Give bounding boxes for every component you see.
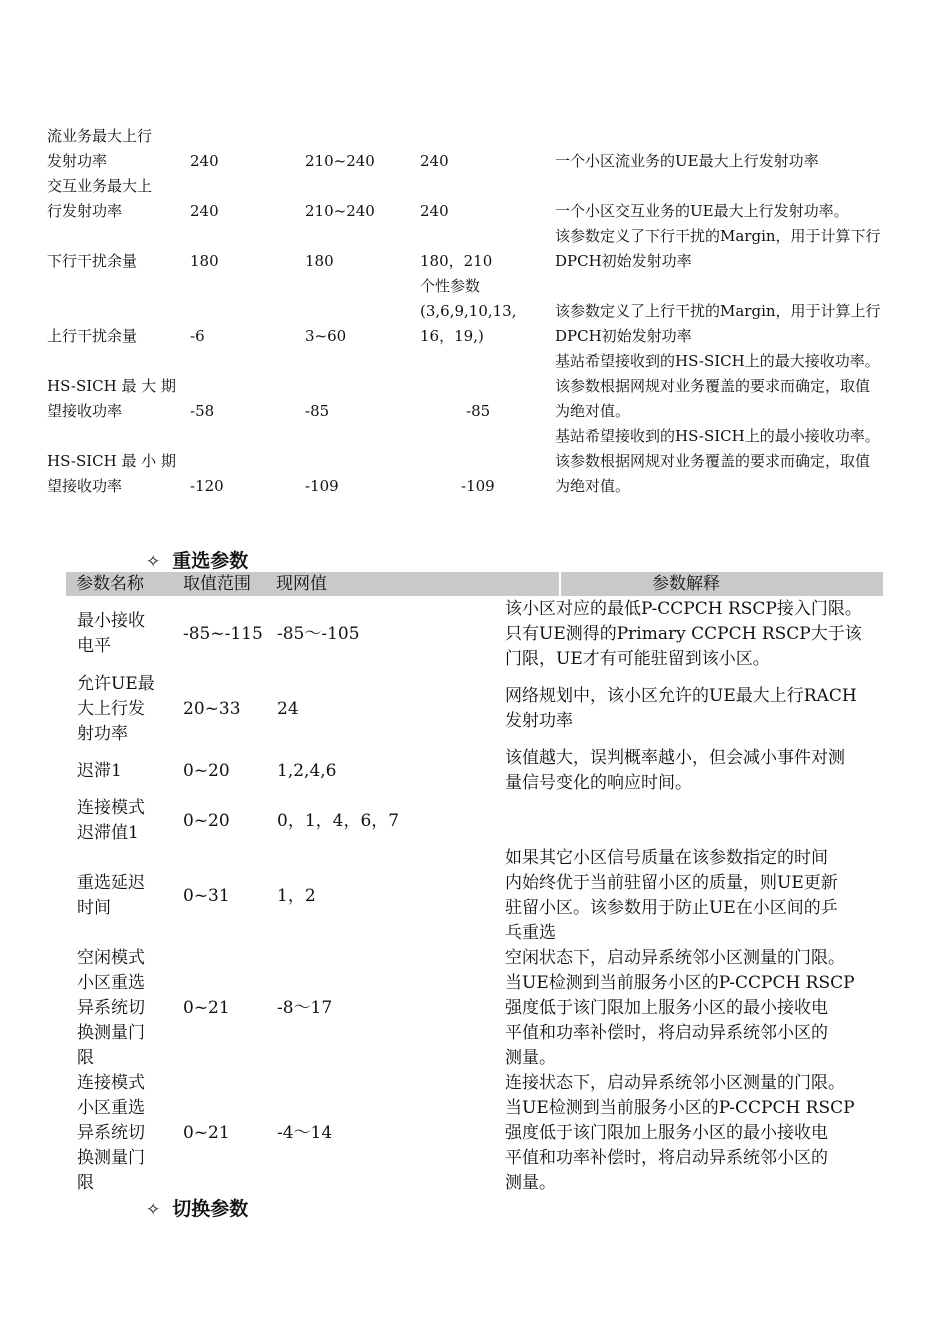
t1-row0-name-l1: 发射功率 <box>47 152 108 170</box>
t1-row4-range: -58 <box>190 402 215 420</box>
t2-row4-range: 0~31 <box>183 886 230 906</box>
t2-row6-name-l0: 连接模式 <box>77 1073 145 1093</box>
t2-row1-desc-l1: 发射功率 <box>505 711 573 731</box>
t1-row0-name-l0: 流业务最大上行 <box>47 127 153 145</box>
t2-row1-value: 24 <box>277 699 299 719</box>
section-title: 切换参数 <box>172 1198 249 1220</box>
t1-row3-span: 3~60 <box>305 327 347 345</box>
t1-row1-span: 210~240 <box>305 202 375 220</box>
t2-row5-name <box>77 946 145 1071</box>
t2-row5-name-l0: 空闲模式 <box>77 948 145 968</box>
t2-row5-desc <box>505 946 885 1071</box>
t2-row5-range: 0~21 <box>183 998 230 1018</box>
t1-row5-name-l1: 望接收功率 <box>47 477 123 495</box>
t2-row5-desc-l0: 空闲状态下，启动异系统邻小区测量的门限。 <box>505 948 845 968</box>
t2-row3-name-l1: 迟滞值1 <box>77 823 139 843</box>
t2-row5-name-l3: 换测量门 <box>77 1023 145 1043</box>
section-title: 重选参数 <box>172 550 249 572</box>
t2-row6-name-l3: 换测量门 <box>77 1148 145 1168</box>
t2-row4-desc-l1: 内始终优于当前驻留小区的质量，则UE更新 <box>505 873 838 893</box>
t2-row0-desc-l0: 该小区对应的最低P-CCPCH RSCP接入门限。 <box>505 599 862 619</box>
t2-row5-desc-l3: 平值和功率补偿时，将启动异系统邻小区的 <box>505 1023 828 1043</box>
t1-row1-name-l0: 交互业务最大上 <box>47 177 153 195</box>
t2-row4-name <box>77 871 145 921</box>
t1-row5-desc-l0: 基站希望接收到的HS-SICH上的最小接收功率。 <box>555 427 880 445</box>
t2-row4-desc <box>505 846 885 946</box>
t1-row5-desc-l2: 为绝对值。 <box>555 477 631 495</box>
t1-row0-value: 240 <box>420 152 449 170</box>
t2-row4-desc-l0: 如果其它小区信号质量在该参数指定的时间 <box>505 848 828 868</box>
t2-row4-name-l0: 重选延迟 <box>77 873 145 893</box>
t2-row4-desc-l3: 乓重选 <box>505 923 556 943</box>
t2-row2-name <box>77 759 122 784</box>
t1-row0-desc-l0: 一个小区流业务的UE最大上行发射功率 <box>555 152 819 170</box>
header-current-value: 现网值 <box>276 574 327 594</box>
t2-row5-desc-l4: 测量。 <box>505 1048 556 1068</box>
t1-row2-range: 180 <box>190 252 219 270</box>
t2-row1-range: 20~33 <box>183 699 241 719</box>
t2-row0-name <box>77 609 145 659</box>
t2-row6-name-l4: 限 <box>77 1173 94 1193</box>
t1-row3-value-l1: (3,6,9,10,13, <box>420 302 517 320</box>
t2-row6-value: -4～14 <box>277 1123 333 1143</box>
t2-row1-desc <box>505 684 885 734</box>
t1-row5-range: -120 <box>190 477 224 495</box>
t2-row5-desc-l2: 强度低于该门限加上服务小区的最小接收电 <box>505 998 828 1018</box>
t1-row3-value-l0: 个性参数 <box>420 277 481 295</box>
t2-row5-desc-l1: 当UE检测到当前服务小区的P-CCPCH RSCP <box>505 973 855 993</box>
t1-row3-desc-l1: DPCH初始发射功率 <box>555 327 692 345</box>
t2-row2-value: 1,2,4,6 <box>277 761 337 781</box>
t2-row1-desc-l0: 网络规划中，该小区允许的UE最大上行RACH <box>505 686 857 706</box>
t2-row2-range: 0~20 <box>183 761 230 781</box>
t2-row5-name-l4: 限 <box>77 1048 94 1068</box>
t1-row2-value-l0: 180，210 <box>420 252 493 270</box>
t2-row6-name-l2: 异系统切 <box>77 1123 145 1143</box>
t2-row5-name-l2: 异系统切 <box>77 998 145 1018</box>
t1-row0-range: 240 <box>190 152 219 170</box>
t2-row6-desc-l4: 测量。 <box>505 1173 556 1193</box>
t2-row6-name-l1: 小区重选 <box>77 1098 145 1118</box>
t2-row1-name <box>77 672 155 747</box>
diamond-bullet-icon: ✧ <box>146 552 161 572</box>
t2-row4-value: 1，2 <box>277 886 316 906</box>
header-divider <box>559 572 561 596</box>
t1-row1-name-l1: 行发射功率 <box>47 202 123 220</box>
t1-row4-desc-l0: 基站希望接收到的HS-SICH上的最大接收功率。 <box>555 352 880 370</box>
diamond-bullet-icon: ✧ <box>146 1200 161 1220</box>
t2-row3-range: 0~20 <box>183 811 230 831</box>
t2-row1-name-l1: 大上行发 <box>77 699 145 719</box>
t1-row0-span: 210~240 <box>305 152 375 170</box>
t1-row1-desc-l0: 一个小区交互业务的UE最大上行发射功率。 <box>555 202 849 220</box>
t2-row3-name <box>77 796 145 846</box>
t1-row1-value: 240 <box>420 202 449 220</box>
t1-row4-name-l1: 望接收功率 <box>47 402 123 420</box>
t2-row6-desc <box>505 1071 885 1196</box>
section-heading-handover <box>146 1194 248 1221</box>
t1-row3-name-l0: 上行干扰余量 <box>47 327 138 345</box>
t1-row3-range: -6 <box>190 327 205 345</box>
t1-row2-desc-l1: DPCH初始发射功率 <box>555 252 692 270</box>
t1-row4-desc-l1: 该参数根据网规对业务覆盖的要求而确定，取值 <box>555 377 871 395</box>
t2-row6-desc-l1: 当UE检测到当前服务小区的P-CCPCH RSCP <box>505 1098 855 1118</box>
t1-row5-value: -109 <box>461 477 495 495</box>
t2-row3-value: 0，1，4，6，7 <box>277 811 400 831</box>
t2-row5-name-l1: 小区重选 <box>77 973 145 993</box>
t1-row1-range: 240 <box>190 202 219 220</box>
t1-row3-desc-l0: 该参数定义了上行干扰的Margin，用于计算上行 <box>555 302 881 320</box>
t2-row2-name-l0: 迟滞1 <box>77 761 122 781</box>
t1-row5-desc-l1: 该参数根据网规对业务覆盖的要求而确定，取值 <box>555 452 871 470</box>
t1-row4-desc-l2: 为绝对值。 <box>555 402 631 420</box>
t2-row0-name-l1: 电平 <box>77 636 111 656</box>
t1-row2-name-l0: 下行干扰余量 <box>47 252 138 270</box>
t1-row5-name-l0: HS-SICH 最 小 期 <box>47 452 177 470</box>
t2-row0-value: -85～-105 <box>277 624 360 644</box>
header-explanation: 参数解释 <box>652 574 720 594</box>
t2-row0-range: -85~-115 <box>183 624 263 644</box>
t2-row4-name-l1: 时间 <box>77 898 111 918</box>
t2-row0-desc <box>505 597 885 672</box>
t2-row6-desc-l2: 强度低于该门限加上服务小区的最小接收电 <box>505 1123 828 1143</box>
t2-row6-desc-l3: 平值和功率补偿时，将启动异系统邻小区的 <box>505 1148 828 1168</box>
section-heading-reselect <box>146 546 248 573</box>
t2-row0-desc-l2: 门限，UE才有可能驻留到该小区。 <box>505 649 770 669</box>
header-param-name: 参数名称 <box>76 574 144 594</box>
t2-row1-name-l2: 射功率 <box>77 724 128 744</box>
t2-row0-desc-l1: 只有UE测得的Primary CCPCH RSCP大于该 <box>505 624 862 644</box>
t1-row4-name-l0: HS-SICH 最 大 期 <box>47 377 177 395</box>
t2-row6-desc-l0: 连接状态下，启动异系统邻小区测量的门限。 <box>505 1073 845 1093</box>
t1-row2-span: 180 <box>305 252 334 270</box>
t2-row2-desc <box>505 746 885 796</box>
t2-row3-name-l0: 连接模式 <box>77 798 145 818</box>
t1-row3-value-l2: 16，19,) <box>420 327 484 345</box>
t1-row4-value: -85 <box>466 402 491 420</box>
t2-row1-name-l0: 允许UE最 <box>77 674 155 694</box>
t2-row4-desc-l2: 驻留小区。该参数用于防止UE在小区间的乒 <box>505 898 838 918</box>
t2-row0-name-l0: 最小接收 <box>77 611 145 631</box>
t2-row6-name <box>77 1071 145 1196</box>
header-range: 取值范围 <box>183 574 251 594</box>
t1-row5-span: -109 <box>305 477 339 495</box>
t1-row2-desc-l0: 该参数定义了下行干扰的Margin，用于计算下行 <box>555 227 881 245</box>
t2-row2-desc-l1: 量信号变化的响应时间。 <box>505 773 692 793</box>
t1-row4-span: -85 <box>305 402 330 420</box>
t2-row6-range: 0~21 <box>183 1123 230 1143</box>
t2-row2-desc-l0: 该值越大，误判概率越小，但会减小事件对测 <box>505 748 845 768</box>
t2-row5-value: -8～17 <box>277 998 333 1018</box>
table2-header <box>66 572 883 596</box>
